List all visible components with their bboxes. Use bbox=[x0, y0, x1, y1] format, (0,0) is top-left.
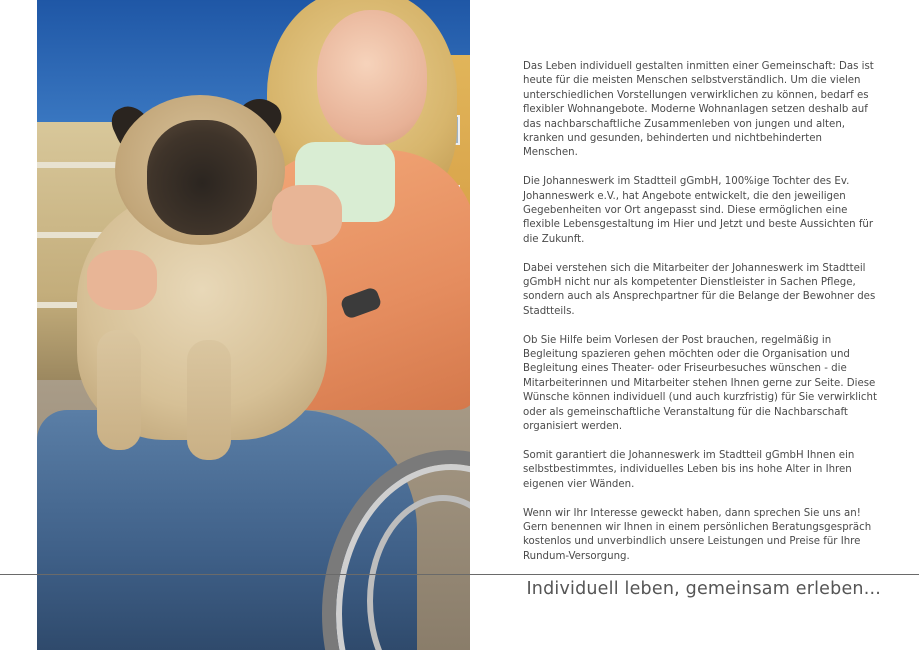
tagline: Individuell leben, gemeinsam erleben... bbox=[526, 579, 881, 599]
horizontal-rule bbox=[0, 574, 919, 575]
paragraph-company: Die Johanneswerk im Stadtteil gGmbH, 100%ige Tochter des Ev. Johanneswerk e.V., hat Angebote entwickelt, die den jeweiligen Gegebenheiten vor Ort angepasst sind. Diese ermöglichen eine flexible Lebensgestaltung im Hier und Jetzt und beste Aussichten für die Zukunft. bbox=[523, 176, 874, 245]
pug-leg-right bbox=[187, 340, 231, 460]
paragraph-staff: Dabei verstehen sich die Mitarbeiter der Johanneswerk im Stadtteil gGmbH nicht nur als kompetenter Dienstleister in Sachen Pflege, sondern auch als Ansprechpartner für die Belange der Bewohner des Stadtteils. bbox=[523, 262, 876, 317]
paragraph-intro: Das Leben individuell gestalten inmitten einer Gemeinschaft: Das ist heute für die meisten Menschen selbstverständlich. Um die vielen unterschiedlichen Vorstellungen verwirklichen zu können, bedarf es flexibler Wohnangebote. Moderne Wohnanlagen setzen deshalb auf das nachbarschaftliche Zusammenleben von jungen und alten, kranken und gesunden, behinderten und nichtbehinderten Menschen. bbox=[523, 61, 874, 159]
paragraph-services: Ob Sie Hilfe beim Vorlesen der Post brauchen, regelmäßig in Begleitung spazieren gehen möchten oder die Organisation und Begleitung eines Theater- oder Friseurbesuches wünschen - die Mitarbeiterinnen und Mitarbeiter stehen Ihnen gerne zur Seite. Diese Wünsche können individuell (und auch kurzfristig) für Sie verwirklicht oder als gemeinschaftliche Veranstaltung für die Nachbarschaft organisiert werden. bbox=[523, 334, 877, 433]
pug-face-mask bbox=[147, 120, 257, 235]
woman-face bbox=[317, 10, 427, 145]
woman-hand-right bbox=[272, 185, 342, 245]
paragraph-contact: Wenn wir Ihr Interesse geweckt haben, dann sprechen Sie uns an! Gern benennen wir Ihnen in einem persönlichen Beratungsgespräch kostenlos und unverbindlich unsere Leistungen und Preise für Ihre Rundum-Versorgung. bbox=[523, 507, 872, 562]
body-text-column bbox=[523, 60, 879, 579]
pug-leg-left bbox=[97, 330, 141, 450]
woman-hand-left bbox=[87, 250, 157, 310]
paragraph-guarantee: Somit garantiert die Johanneswerk im Stadtteil gGmbH Ihnen ein selbstbestimmtes, individuelles Leben bis ins hohe Alter in Ihren eigenen vier Wänden. bbox=[523, 449, 855, 490]
hero-photo-woman-wheelchair-with-pug bbox=[37, 0, 470, 650]
